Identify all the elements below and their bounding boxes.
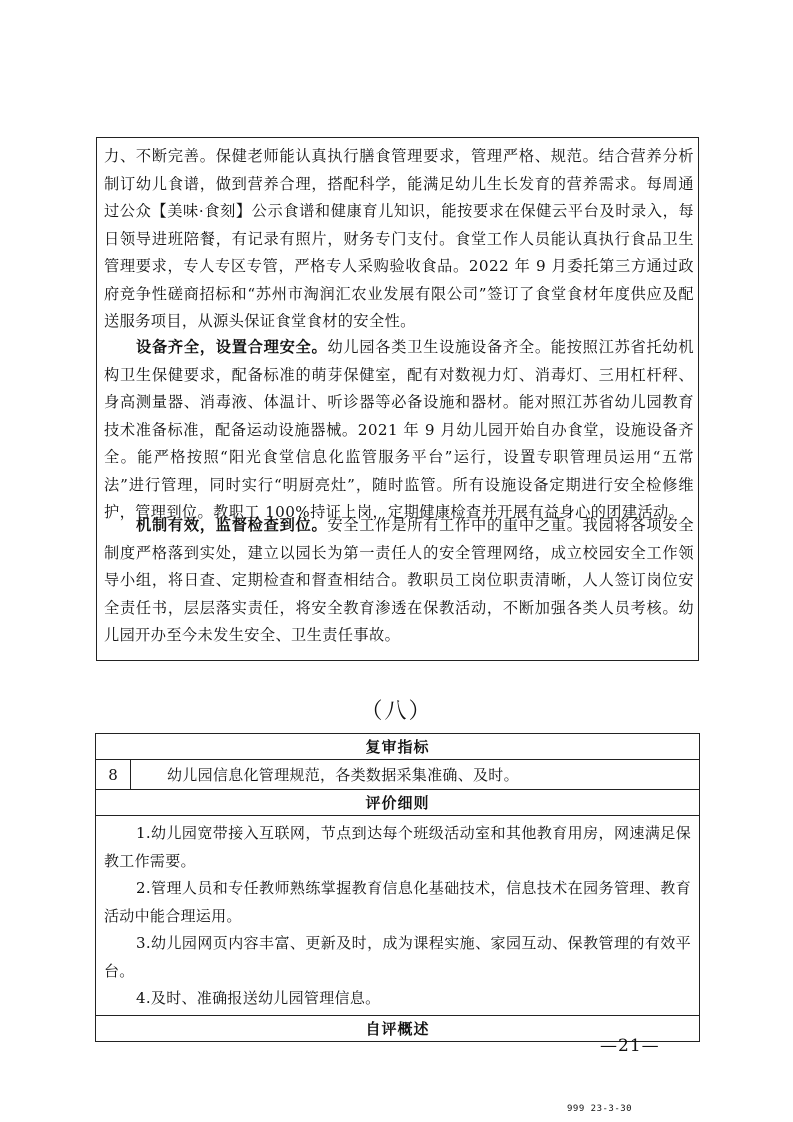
criteria-list [96,816,700,1016]
paragraph-safety-body: 安全工作是所有工作中的重中之重。我园将各项安全制度严格落到实处，建立以园长为第一责任人的安全管理网络，成立校园安全工作领导小组，将日查、定期检查和督查相结合。教职员工岗位职责清晰，人人签订岗位安全责任书，层层落实责任，将安全教育渗透在保教活动，不断加强各类人员考核。幼儿园开办至今未发生安全、卫生责任事故。 [104,516,694,644]
print-stamp: 999 23-3-30 [567,1104,633,1114]
paragraph-facilities [104,334,694,527]
paragraph-safety-heading: 机制有效，监督检查到位。 [136,516,328,534]
section-title: （八） [360,699,433,724]
paragraph-facilities-heading: 设备齐全，设置合理安全。 [136,338,328,356]
review-table [95,733,700,1042]
index-text: 幼儿园信息化管理规范，各类数据采集准确、及时。 [131,760,700,790]
criteria-item: 4.及时、准确报送幼儿园管理信息。 [136,989,381,1007]
criteria-item: 1.幼儿园宽带接入互联网，节点到达每个班级活动室和其他教育用房，网速满足保教工作需要。 [104,824,691,870]
criteria-item: 2.管理人员和专任教师熟练掌握教育信息化基础技术，信息技术在园务管理、教育活动中能合理运用。 [104,879,691,925]
review-index-header: 复审指标 [96,734,700,760]
self-eval-header: 自评概述 [96,1015,700,1041]
criteria-item: 3.幼儿园网页内容丰富、更新及时，成为课程实施、家园互动、保教管理的有效平台。 [104,934,691,980]
paragraph-nutrition: 力、不断完善。保健老师能认真执行膳食管理要求，管理严格、规范。结合营养分析制订幼儿食谱，做到营养合理，搭配科学，能满足幼儿生长发育的营养需求。每周通过公众【美味·食刻】公示食谱和健康育儿知识，能按要求在保健云平台及时录入，每日领导进班陪餐，有记录有照片，财务专门支付。食堂工作人员能认真执行食品卫生管理要求，专人专区专管，严格专人采购验收食品。2022 年 9 月委托第三方通过政府竞争性磋商招标和“苏州市淘润汇农业发展有限公司”签订了食堂食材年度供应及配送服务项目，从源头保证食堂食材的安全性。 [104,147,694,330]
paragraph-facilities-body: 幼儿园各类卫生设施设备齐全。能按照江苏省托幼机构卫生保健要求，配备标准的萌芽保健室，配有对数视力灯、消毒灯、三用杠杆秤、身高测量器、消毒液、体温计、听诊器等必备设施和器材。能对照江苏省幼儿园教育技术准备标准，配备运动设施器械。2021 年 9 月幼儿园开始自办食堂，设施设备齐全。能严格按照“阳光食堂信息化监管服务平台”运行，设置专职管理员运用“五常法”进行管理，同时实行“明厨亮灶”，随时监管。所有设施设备定期进行安全检修维护，管理到位。教职工 100%持证上岗，定期健康检查并开展有益身心的团建活动。 [104,338,694,521]
criteria-header: 评价细则 [96,790,700,816]
page-number: —21— [600,1036,660,1056]
index-number: 8 [96,760,131,790]
paragraph-safety [104,512,694,650]
